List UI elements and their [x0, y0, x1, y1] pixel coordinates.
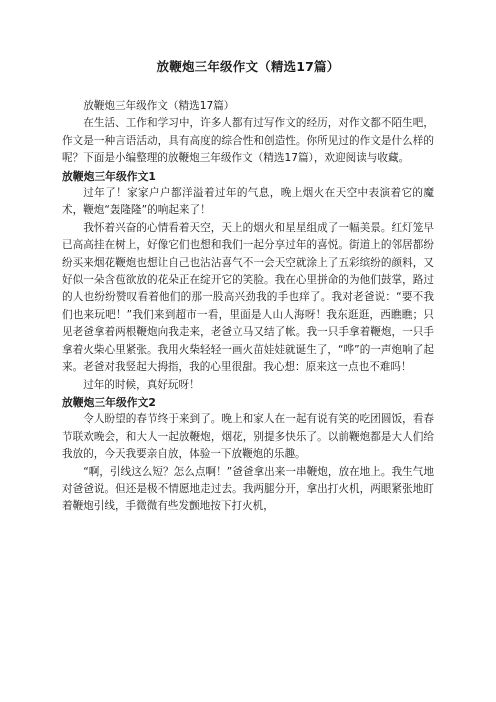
document-title: 放鞭炮三年级作文（精选17篇）: [156, 59, 340, 74]
section2-paragraph-1: 令人盼望的春节终于来到了。晚上和家人在一起有说有笑的吃团圆饭，看春节联欢晚会，和大人一起放鞭炮，烟花，别提多快乐了。以前鞭炮都是大人们给我放的，今天我要亲自放，体验一下放鞭炮的乐趣。: [62, 413, 434, 461]
section2-paragraph-2: “啊，引线这么短？怎么点啊！”爸爸拿出来一串鞭炮，放在地上。我生气地对爸爸说。但还是极不情愿地走过去。我两腿分开，拿出打火机，两眼紧张地盯着鞭炮引线，手微微有些发颤地按下打火机，: [62, 465, 434, 513]
section1-paragraph-2: 我怀着兴奋的心情看着天空，天上的烟火和星星组成了一幅美景。红灯笼早已高高挂在树上，好像它们也想和我们一起分享过年的喜悦。街道上的邻居都纷纷买来烟花鞭炮也想让自己也沾沾喜气不一会天空就涂上了五彩缤纷的颜料，又好似一朵含苞欲放的花朵正在绽开它的笑脸。我在心里拼命的为他们鼓掌，路过的人也纷纷赞叹看着他们的那一股高兴劲我的手也痒了。我对老爸说：“要不我们也来玩吧！”我们来到超市一看，里面是人山人海呀！我东逛逛，西瞧瞧；只见老爸拿着两根鞭炮向我走来，老爸立马又结了帐。我一只手拿着鞭炮，一只手拿着火柴心里紧张。我用火柴轻轻一画火苗娃娃就诞生了，“哗”的一声炮响了起来。老爸对我竖起大拇指，我的心里很甜。我心想：原来这一点也不难吗！: [62, 221, 434, 374]
intro-subtitle: 放鞭炮三年级作文（精选17篇）: [83, 100, 235, 112]
section-heading-1: 放鞭炮三年级作文1: [62, 169, 156, 183]
section-heading-2: 放鞭炮三年级作文2: [62, 395, 156, 409]
section1-paragraph-1: 过年了！家家户户都洋溢着过年的气息，晚上烟火在天空中表演着它的魔术，鞭炮“轰隆隆”的响起来了！: [62, 187, 434, 217]
intro-paragraph: 在生活、工作和学习中，许多人都有过写作文的经历，对作文都不陌生吧，作文是一种言语活动，具有高度的综合性和创造性。你所见过的作文是什么样的呢？下面是小编整理的放鞭炮三年级作文（精选17篇），欢迎阅读与收藏。: [62, 117, 434, 165]
section1-paragraph-3: 过年的时候，真好玩呀！: [83, 378, 200, 391]
